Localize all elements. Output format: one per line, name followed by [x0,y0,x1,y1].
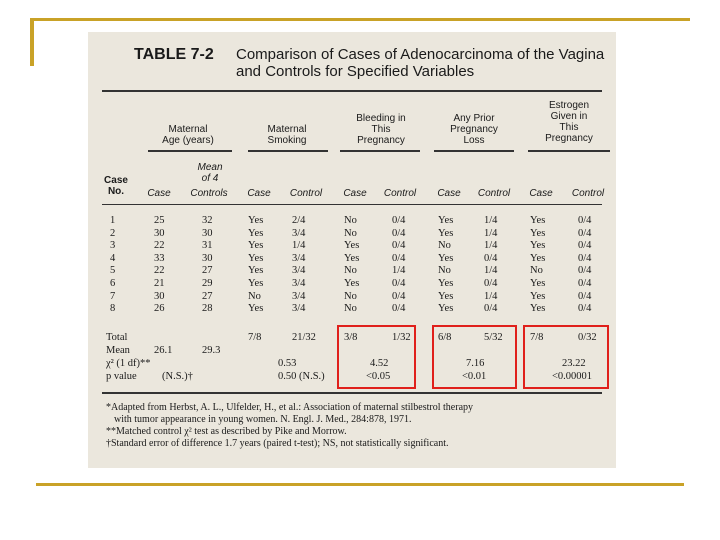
cell-age-case: 33 [154,252,165,264]
cell-smoking-control: 3/4 [292,278,306,289]
cell-smoking-control: 3/4 [292,252,306,264]
cell-age-controls: 27 [202,290,213,302]
cell-bleeding-case: No [344,303,357,315]
bottom-rule [102,392,602,394]
cell-smoking-control: 2/4 [292,215,306,226]
header-rule [102,204,602,205]
cell-bleeding-control: 0/4 [392,240,406,252]
mean-controls: 29.3 [202,345,221,356]
cell-bleeding-case: Yes [344,278,360,289]
group-header-estrogen [526,100,612,144]
cell-bleeding-control: 0/4 [392,252,406,264]
group-smoking-line2: Maternal [267,124,307,135]
top-rule [102,90,602,92]
case-no-line2: No. [107,186,125,197]
loss-chi: 7.16 [466,358,485,369]
table-title-line1: Comparison of Cases of Adenocarcinoma of the Vagina [236,46,605,63]
p-value-label: p value [106,371,137,382]
cell-age-controls: 29 [202,278,213,289]
cell-bleeding-case: No [344,290,357,302]
cell-case-no: 1 [110,215,116,226]
cell-age-controls: 28 [202,303,213,315]
cell-loss-control: 1/4 [484,227,498,239]
bleeding-total-control: 1/32 [392,332,411,343]
cell-bleeding-case: Yes [344,240,360,252]
cell-estrogen-case: Yes [530,303,546,315]
cell-smoking-control: 3/4 [292,303,306,315]
cell-smoking-case: Yes [248,278,264,289]
bottom-accent-bar [36,483,684,486]
cell-loss-control: 0/4 [484,278,498,289]
bleeding-total-case: 3/8 [344,332,358,343]
cell-loss-case: No [438,240,451,252]
cell-case-no: 2 [110,227,116,239]
cell-estrogen-control: 0/4 [578,227,592,239]
col-header-age-case: Case [147,188,171,199]
cell-estrogen-case: Yes [530,227,546,239]
footnote-source: *Adapted from Herbst, A. L., Ulfelder, H., et al.: Association of maternal stilbestrol therapy [106,402,474,413]
cell-loss-control: 1/4 [484,240,498,252]
highlight-box-bleeding [337,325,416,389]
group-loss-line1: Any Prior [453,113,495,124]
cell-loss-case: Yes [438,278,454,289]
cell-smoking-case: Yes [248,240,264,252]
mean-of-4-label [188,162,232,184]
col-header-smoking-case: Case [247,188,271,199]
case-no-label [102,175,130,197]
cell-smoking-control: 1/4 [292,240,306,252]
cell-loss-control: 1/4 [484,215,498,226]
group-estrogen-line4: Pregnancy [545,133,593,144]
group-estrogen-line3: This [559,122,579,133]
mean-case: 26.1 [154,345,173,356]
group-bleeding-line2: This [371,124,391,135]
case-no-line1: Case [104,175,128,186]
cell-loss-control: 1/4 [484,290,498,302]
smoking-chi: 0.53 [278,358,297,369]
cell-age-case: 25 [154,215,165,226]
cell-bleeding-control: 0/4 [392,303,406,315]
group-header-bleeding [340,113,422,146]
cell-loss-case: No [438,265,451,277]
scanned-table-image [88,32,616,468]
mean-of-4-line2: of 4 [201,173,219,184]
rule-loss [434,150,514,152]
smoking-total-control: 21/32 [292,332,316,343]
age-p-value: (N.S.)† [162,371,193,382]
cell-age-controls: 30 [202,227,213,239]
col-header-loss-control: Control [477,188,511,199]
smoking-total-case: 7/8 [248,332,262,343]
mean-label: Mean [106,345,130,356]
rule-estrogen [528,150,610,152]
cell-smoking-case: Yes [248,265,264,277]
highlight-box-prior-loss [432,325,517,389]
cell-estrogen-control: 0/4 [578,240,592,252]
col-header-bleeding-control: Control [383,188,417,199]
cell-smoking-case: Yes [248,227,264,239]
cell-estrogen-case: Yes [530,290,546,302]
cell-case-no: 7 [110,290,116,302]
cell-estrogen-control: 0/4 [578,265,592,277]
cell-estrogen-control: 0/4 [578,278,592,289]
cell-age-case: 22 [154,265,165,277]
group-header-age [146,124,230,146]
table-title-line2: and Controls for Specified Variables [236,63,475,80]
cell-estrogen-control: 0/4 [578,215,592,226]
group-bleeding-line1: Bleeding in [356,113,406,124]
top-accent-bar [30,18,690,21]
group-loss-line2: Pregnancy [450,124,498,135]
group-header-loss [434,113,514,146]
cell-estrogen-case: Yes [530,252,546,264]
cell-bleeding-case: No [344,227,357,239]
total-label: Total [106,332,128,343]
cell-case-no: 6 [110,278,116,289]
cell-estrogen-control: 0/4 [578,303,592,315]
footnote-source-cont: with tumor appearance in young women. N. Engl. J. Med., 284:878, 1971. [114,414,412,425]
loss-p: <0.01 [462,371,487,382]
cell-age-case: 22 [154,240,165,252]
cell-smoking-case: Yes [248,252,264,264]
group-age-line2: Maternal [168,124,208,135]
cell-bleeding-control: 0/4 [392,215,406,226]
cell-estrogen-control: 0/4 [578,290,592,302]
cell-case-no: 3 [110,240,116,252]
cell-bleeding-control: 1/4 [392,265,406,277]
cell-loss-case: Yes [438,252,454,264]
cell-loss-control: 0/4 [484,252,498,264]
footnote-chi-test: **Matched control χ² test as described by Pike and Morrow. [106,426,347,437]
group-bleeding-line3: Pregnancy [357,135,405,146]
cell-estrogen-case: No [530,265,543,277]
cell-estrogen-case: Yes [530,215,546,226]
cell-loss-control: 1/4 [484,265,498,277]
bleeding-p: <0.05 [366,371,391,382]
col-header-loss-case: Case [437,188,461,199]
cell-smoking-case: Yes [248,303,264,315]
table-title [236,46,605,80]
group-loss-line3: Loss [463,135,485,146]
cell-age-case: 21 [154,278,165,289]
rule-bleeding [340,150,420,152]
col-header-age-controls: Controls [190,188,228,199]
footnote-standard-error: †Standard error of difference 1.7 years (paired t-test); NS, not statistically significant. [106,438,449,449]
rule-smoking [248,150,328,152]
cell-bleeding-case: No [344,215,357,226]
cell-age-controls: 30 [202,252,213,264]
cell-bleeding-case: Yes [344,252,360,264]
group-estrogen-line2: Given in [550,111,588,122]
cell-loss-case: Yes [438,227,454,239]
cell-estrogen-control: 0/4 [578,252,592,264]
cell-age-controls: 27 [202,265,213,277]
estrogen-p: <0.00001 [552,371,593,382]
cell-age-controls: 31 [202,240,213,252]
estrogen-total-control: 0/32 [578,332,597,343]
cell-loss-case: Yes [438,215,454,226]
cell-age-case: 30 [154,227,165,239]
cell-loss-control: 0/4 [484,303,498,315]
col-header-estrogen-control: Control [571,188,605,199]
estrogen-total-case: 7/8 [530,332,544,343]
chi-label: χ² (1 df)** [106,358,151,369]
cell-estrogen-case: Yes [530,278,546,289]
cell-case-no: 5 [110,265,116,277]
cell-case-no: 8 [110,303,116,315]
cell-loss-case: Yes [438,303,454,315]
col-header-bleeding-case: Case [343,188,367,199]
loss-total-case: 6/8 [438,332,452,343]
cell-bleeding-control: 0/4 [392,290,406,302]
cell-bleeding-case: No [344,265,357,277]
smoking-p: 0.50 (N.S.) [278,371,325,382]
cell-age-controls: 32 [202,215,213,226]
group-age-line3: Age (years) [162,135,214,146]
rule-age [148,150,232,152]
highlight-box-estrogen [523,325,609,389]
cell-case-no: 4 [110,252,116,264]
left-accent-bar [30,18,34,66]
mean-of-4-line1: Mean [197,162,223,173]
cell-smoking-case: No [248,290,261,302]
cell-smoking-control: 3/4 [292,227,306,239]
cell-loss-case: Yes [438,290,454,302]
cell-bleeding-control: 0/4 [392,227,406,239]
table-label: TABLE 7-2 [134,46,214,63]
cell-age-case: 30 [154,290,165,302]
cell-estrogen-case: Yes [530,240,546,252]
cell-smoking-control: 3/4 [292,265,306,277]
group-smoking-line3: Smoking [267,135,307,146]
loss-total-control: 5/32 [484,332,503,343]
col-header-smoking-control: Control [289,188,323,199]
cell-age-case: 26 [154,303,165,315]
group-estrogen-line1: Estrogen [548,100,590,111]
group-header-smoking [248,124,326,146]
col-header-estrogen-case: Case [529,188,553,199]
cell-smoking-control: 3/4 [292,290,306,302]
cell-smoking-case: Yes [248,215,264,226]
cell-bleeding-control: 0/4 [392,278,406,289]
estrogen-chi: 23.22 [562,358,586,369]
bleeding-chi: 4.52 [370,358,389,369]
